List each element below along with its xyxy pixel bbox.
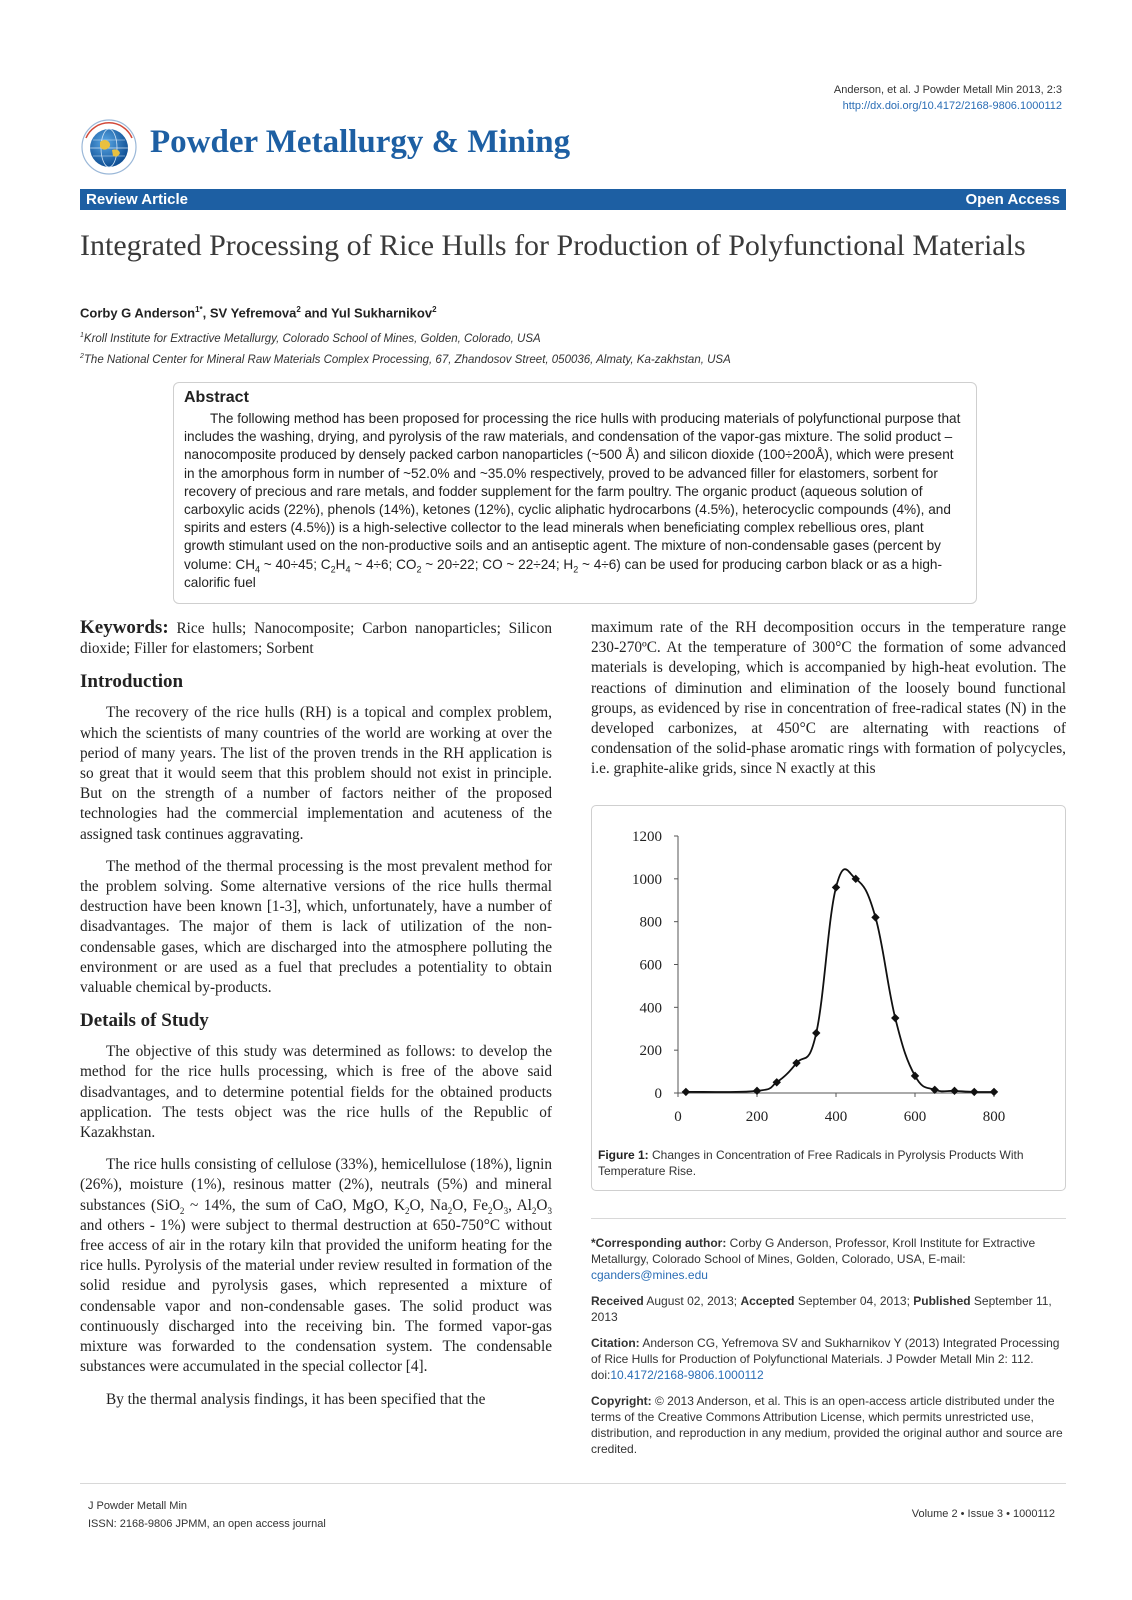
abstract-sub: 4 (255, 564, 261, 575)
keywords (80, 618, 552, 659)
y-tick-label: 400 (639, 1000, 662, 1017)
affiliation-sup: 1 (80, 332, 84, 339)
abstract-run: H (335, 556, 346, 572)
figure-caption-text: Changes in Concentration of Free Radicals in Pyrolysis Products With Temperature Rise. (598, 1148, 1024, 1178)
data-point-marker (891, 1014, 899, 1022)
affiliation-text: The National Center for Mineral Raw Materials Complex Processing, 67, Zhandosov Street, 050036, Almaty, Ka-zakhstan, USA (83, 353, 731, 366)
text-sub: 3 (503, 1205, 509, 1216)
figure-caption (598, 1147, 1058, 1179)
footer-divider (80, 1483, 1066, 1484)
corr-text: Corby G Anderson, Professor, Kroll Institute for Extractive Metallurgy, Colorado School of Mines, Golden, Colorado, USA, E-mail: (591, 1236, 1036, 1266)
text-run: O, Na (409, 1196, 448, 1214)
body-paragraph: maximum rate of the RH decomposition occurs in the temperature range 230-270ºC. At the temperature of 300°C the formation of some advanced materials is developing, which is accompanied by high-heat evolution. The reactions of diminution and elimination of the loosely bound functional groups, as evidenced by rise in concentration of free-radical states (N) in the developed carbonizes, at 450°C are alternating with reactions of condensation of the solid-phase aromatic rings with formation of polycycles, i.e. graphite-alike grids, since N exactly at this (591, 619, 1066, 778)
journal-title: Powder Metallurgy & Mining (150, 124, 571, 160)
data-point-marker (911, 1072, 919, 1080)
text-run: and others - 1%) were subject to thermal destruction at 650-750°C without free access of air in the rotary kiln that provided the uniform heating for the rice hulls. Pyrolysis of the material under review resulted in formation of the solid residue and pyrolysis gases, which represented a mixture of condensable vapor and non-condensable gases. The solid product was continuously discharged into the receiving bin. The formed vapor-gas mixture was forwarded to the condensation system. The condensable substances were accumulated in the special collector [4]. (80, 1216, 552, 1376)
received-label: Received (591, 1294, 644, 1308)
abstract-run: ~ 4÷6; CO (350, 556, 417, 572)
citation-label: Citation: (591, 1336, 640, 1350)
data-point-marker (970, 1088, 978, 1096)
citation-text: Anderson CG, Yefremova SV and Sukharnikov Y (2013) Integrated Processing of Rice Hulls for Production of Polyfunctional Materials. J Powder Metall Min 2: 112. doi: (591, 1336, 1060, 1382)
text-sub: 2 (488, 1205, 493, 1216)
right-column (591, 618, 1066, 780)
copyright-text: © 2013 Anderson, et al. This is an open-access article distributed under the terms of the Creative Commons Attribution License, which permits unrestricted use, distribution, and reproduction in any medium, provided the original author and source are credited. (591, 1394, 1063, 1456)
x-tick-label: 800 (982, 1109, 1006, 1125)
y-tick-label: 1000 (632, 871, 662, 888)
section-heading-details: Details of Study (80, 1010, 209, 1032)
copyright (591, 1393, 1066, 1457)
published-label: Published (913, 1294, 971, 1308)
article-info (591, 1218, 1066, 1467)
study-paragraph: The objective of this study was determined as follows: to develop the method for the rice hulls processing, which is free of the above said disadvantages, and to determine potential fields for the obtained products application. The tests object was the rice hulls of the Republic of Kazakhstan. (80, 1043, 552, 1142)
x-tick-label: 600 (903, 1109, 927, 1125)
data-point-marker (812, 1029, 820, 1037)
citation-header (834, 82, 1062, 114)
doi-link[interactable]: http://dx.doi.org/10.4172/2168-9806.1000112 (842, 100, 1062, 112)
citation (591, 1335, 1066, 1383)
abstract-run: The following method has been proposed for processing the rice hulls with producing materials of polyfunctional purpose that includes the washing, drying, and pyrolysis of the raw materials, and condensation of the vapor-gas mixture. The solid product – nanocomposite produced by densely packed carbon nanoparticles (~500 Å) and silicon dioxide (100÷200Å), which were present in the amorphous form in number of ~52.0% and ~35.0% respectively, proved to be advanced filler for elastomers, sorbent for recovery of precious and rare metals, and fodder supplement for the farm poultry. The organic product (aqueous solution of carboxylic acids (22%), phenols (14%), ketones (12%), cyclic aliphatic hydrocarbons (4.5%), heterocyclic compounds (4%), and spirits and esters (4.5%)) is a high-selective collector to the lead minerals when beneficiating complex rebellious ores, plant growth stimulant used on the non-productive soils and an antiseptic agent. The mixture of non-condensable gases (percent by volume: CH (184, 411, 961, 572)
abstract-run: ~ 20÷22; CO ~ 22÷24; H (421, 556, 574, 572)
text-sub: 3 (547, 1205, 552, 1216)
data-point-marker (990, 1088, 998, 1096)
email-link[interactable]: cganders@mines.edu (591, 1268, 708, 1282)
author-sup: 2 (432, 305, 437, 314)
figure-1 (591, 805, 1066, 1191)
data-point-marker (950, 1087, 958, 1095)
footer-journal-name: J Powder Metall Min (88, 1500, 188, 1512)
intro-paragraph: The method of the thermal processing is the most prevalent method for the problem solving. Some alternative versions of the rice hulls thermal destruction have been known [1-3], which, unfortunately, have a number of disadvantages. The major of them is lack of utilization of the non-condensable gases, which are discharged into the atmosphere polluting the environment or are used as a fuel that precludes a potentiality to obtain valuable chemical by-products. (80, 857, 552, 997)
author-name: Yul Sukharnikov (330, 305, 433, 321)
text-run: , Al (508, 1196, 532, 1214)
free-radicals-chart (592, 806, 1067, 1146)
x-tick-label: 200 (745, 1109, 769, 1125)
open-access-label: Open Access (965, 191, 1060, 208)
footer-volume: Volume 2 • Issue 3 • 1000112 (911, 1508, 1055, 1520)
text-sub: 2 (447, 1205, 453, 1216)
text-run: O (492, 1196, 504, 1214)
citation-line: Anderson, et al. J Powder Metall Min 2013, 2:3 (833, 84, 1062, 96)
data-point-marker (871, 913, 879, 921)
text-run: O (536, 1196, 548, 1214)
corresponding-author (591, 1235, 1066, 1283)
left-column (80, 618, 552, 1410)
corr-label: *Corresponding author: (591, 1236, 727, 1250)
y-tick-label: 800 (639, 914, 662, 931)
text-run: ~ 14%, the sum of CaO, MgO, K (184, 1196, 405, 1214)
received-date: August 02, 2013; (643, 1294, 741, 1308)
article-type-bar (80, 189, 1066, 210)
abstract-sub: 4 (345, 564, 351, 575)
author-name: SV Yefremova (209, 305, 297, 321)
series-line (686, 869, 994, 1092)
omics-globe-logo-icon (80, 118, 138, 176)
footer-journal (88, 1497, 326, 1533)
y-tick-label: 0 (654, 1086, 662, 1102)
affiliation-sup: 2 (80, 352, 84, 360)
intro-paragraph: The recovery of the rice hulls (RH) is a topical and complex problem, which the scientists of many countries of the world are working at over the period of many years. The list of the proven trends in the RH application is so great that it would seem that this problem should not exist in principle. But on the strength of a number of factors neither of the proposed technologies had the commercial implementation and acuteness of the assigned task continues aggravating. (80, 704, 552, 843)
y-tick-label: 200 (639, 1043, 662, 1060)
x-tick-label: 400 (824, 1109, 848, 1125)
study-paragraph: By the thermal analysis findings, it has been specified that the (106, 1390, 486, 1408)
copyright-label: Copyright: (591, 1394, 652, 1408)
article-type-label: Review Article (86, 191, 188, 208)
abstract-sub: 2 (330, 564, 336, 575)
abstract-box (173, 382, 977, 604)
abstract-heading: Abstract (184, 389, 249, 406)
dates (591, 1293, 1066, 1325)
abstract-run: ~ 4÷6) can be used for producing carbon black or as a high-calorific fuel (184, 556, 942, 590)
author-sup: 2 (296, 305, 301, 314)
abstract-text (184, 410, 964, 592)
data-point-marker (832, 883, 840, 891)
section-heading-introduction: Introduction (80, 671, 184, 693)
published-date: September 11, 2013 (591, 1294, 1052, 1324)
text-run: O, Fe (452, 1196, 489, 1214)
author-list: Corby G Anderson$^{1*}$, SV Yefremova$^2$ and Yul Sukharnikov$^2$ (80, 305, 437, 321)
figure-caption-label: Figure 1: (598, 1148, 649, 1162)
data-point-marker (753, 1087, 761, 1095)
affiliation-line (80, 348, 731, 369)
affiliation-text: Kroll Institute for Extractive Metallurgy, Colorado School of Mines, Golden, Colorado, USA (83, 332, 541, 345)
citation-doi-link[interactable]: 10.4172/2168-9806.1000112 (610, 1368, 764, 1382)
text-sub: 2 (405, 1205, 410, 1216)
text-sub: 2 (179, 1205, 185, 1216)
abstract-run: ~ 40÷45; C (260, 556, 331, 572)
abstract-sub: 2 (573, 564, 579, 575)
affiliation-line (80, 327, 731, 348)
author-sup: 1* (195, 305, 203, 314)
accepted-label: Accepted (740, 1294, 795, 1308)
keywords-text: Rice hulls; Nanocomposite; Carbon nanoparticles; Silicon dioxide; Filler for elastomers; Sorbent (80, 620, 552, 658)
y-tick-label: 600 (639, 957, 662, 974)
accepted-date: September 04, 2013; (794, 1294, 914, 1308)
affiliation-list (80, 327, 731, 369)
article-title: Integrated Processing of Rice Hulls for Production of Polyfunctional Materials (80, 229, 1026, 262)
study-paragraph (80, 1155, 552, 1377)
keywords-label: Keywords: (80, 617, 169, 638)
data-point-marker (682, 1088, 690, 1096)
abstract-sub: 2 (416, 564, 422, 575)
text-run: The rice hulls consisting of cellulose (33%), hemicellulose (18%), lignin (26%), moisture (1%), resinous matter (2%), neutrals (5%) and mineral substances (SiO (80, 1156, 552, 1214)
text-sub: 2 (531, 1205, 537, 1216)
x-tick-label: 0 (674, 1109, 682, 1125)
y-tick-label: 1200 (632, 829, 662, 845)
footer-issn: ISSN: 2168-9806 JPMM, an open access journal (88, 1518, 326, 1530)
author-name: Corby G Anderson (80, 305, 196, 321)
